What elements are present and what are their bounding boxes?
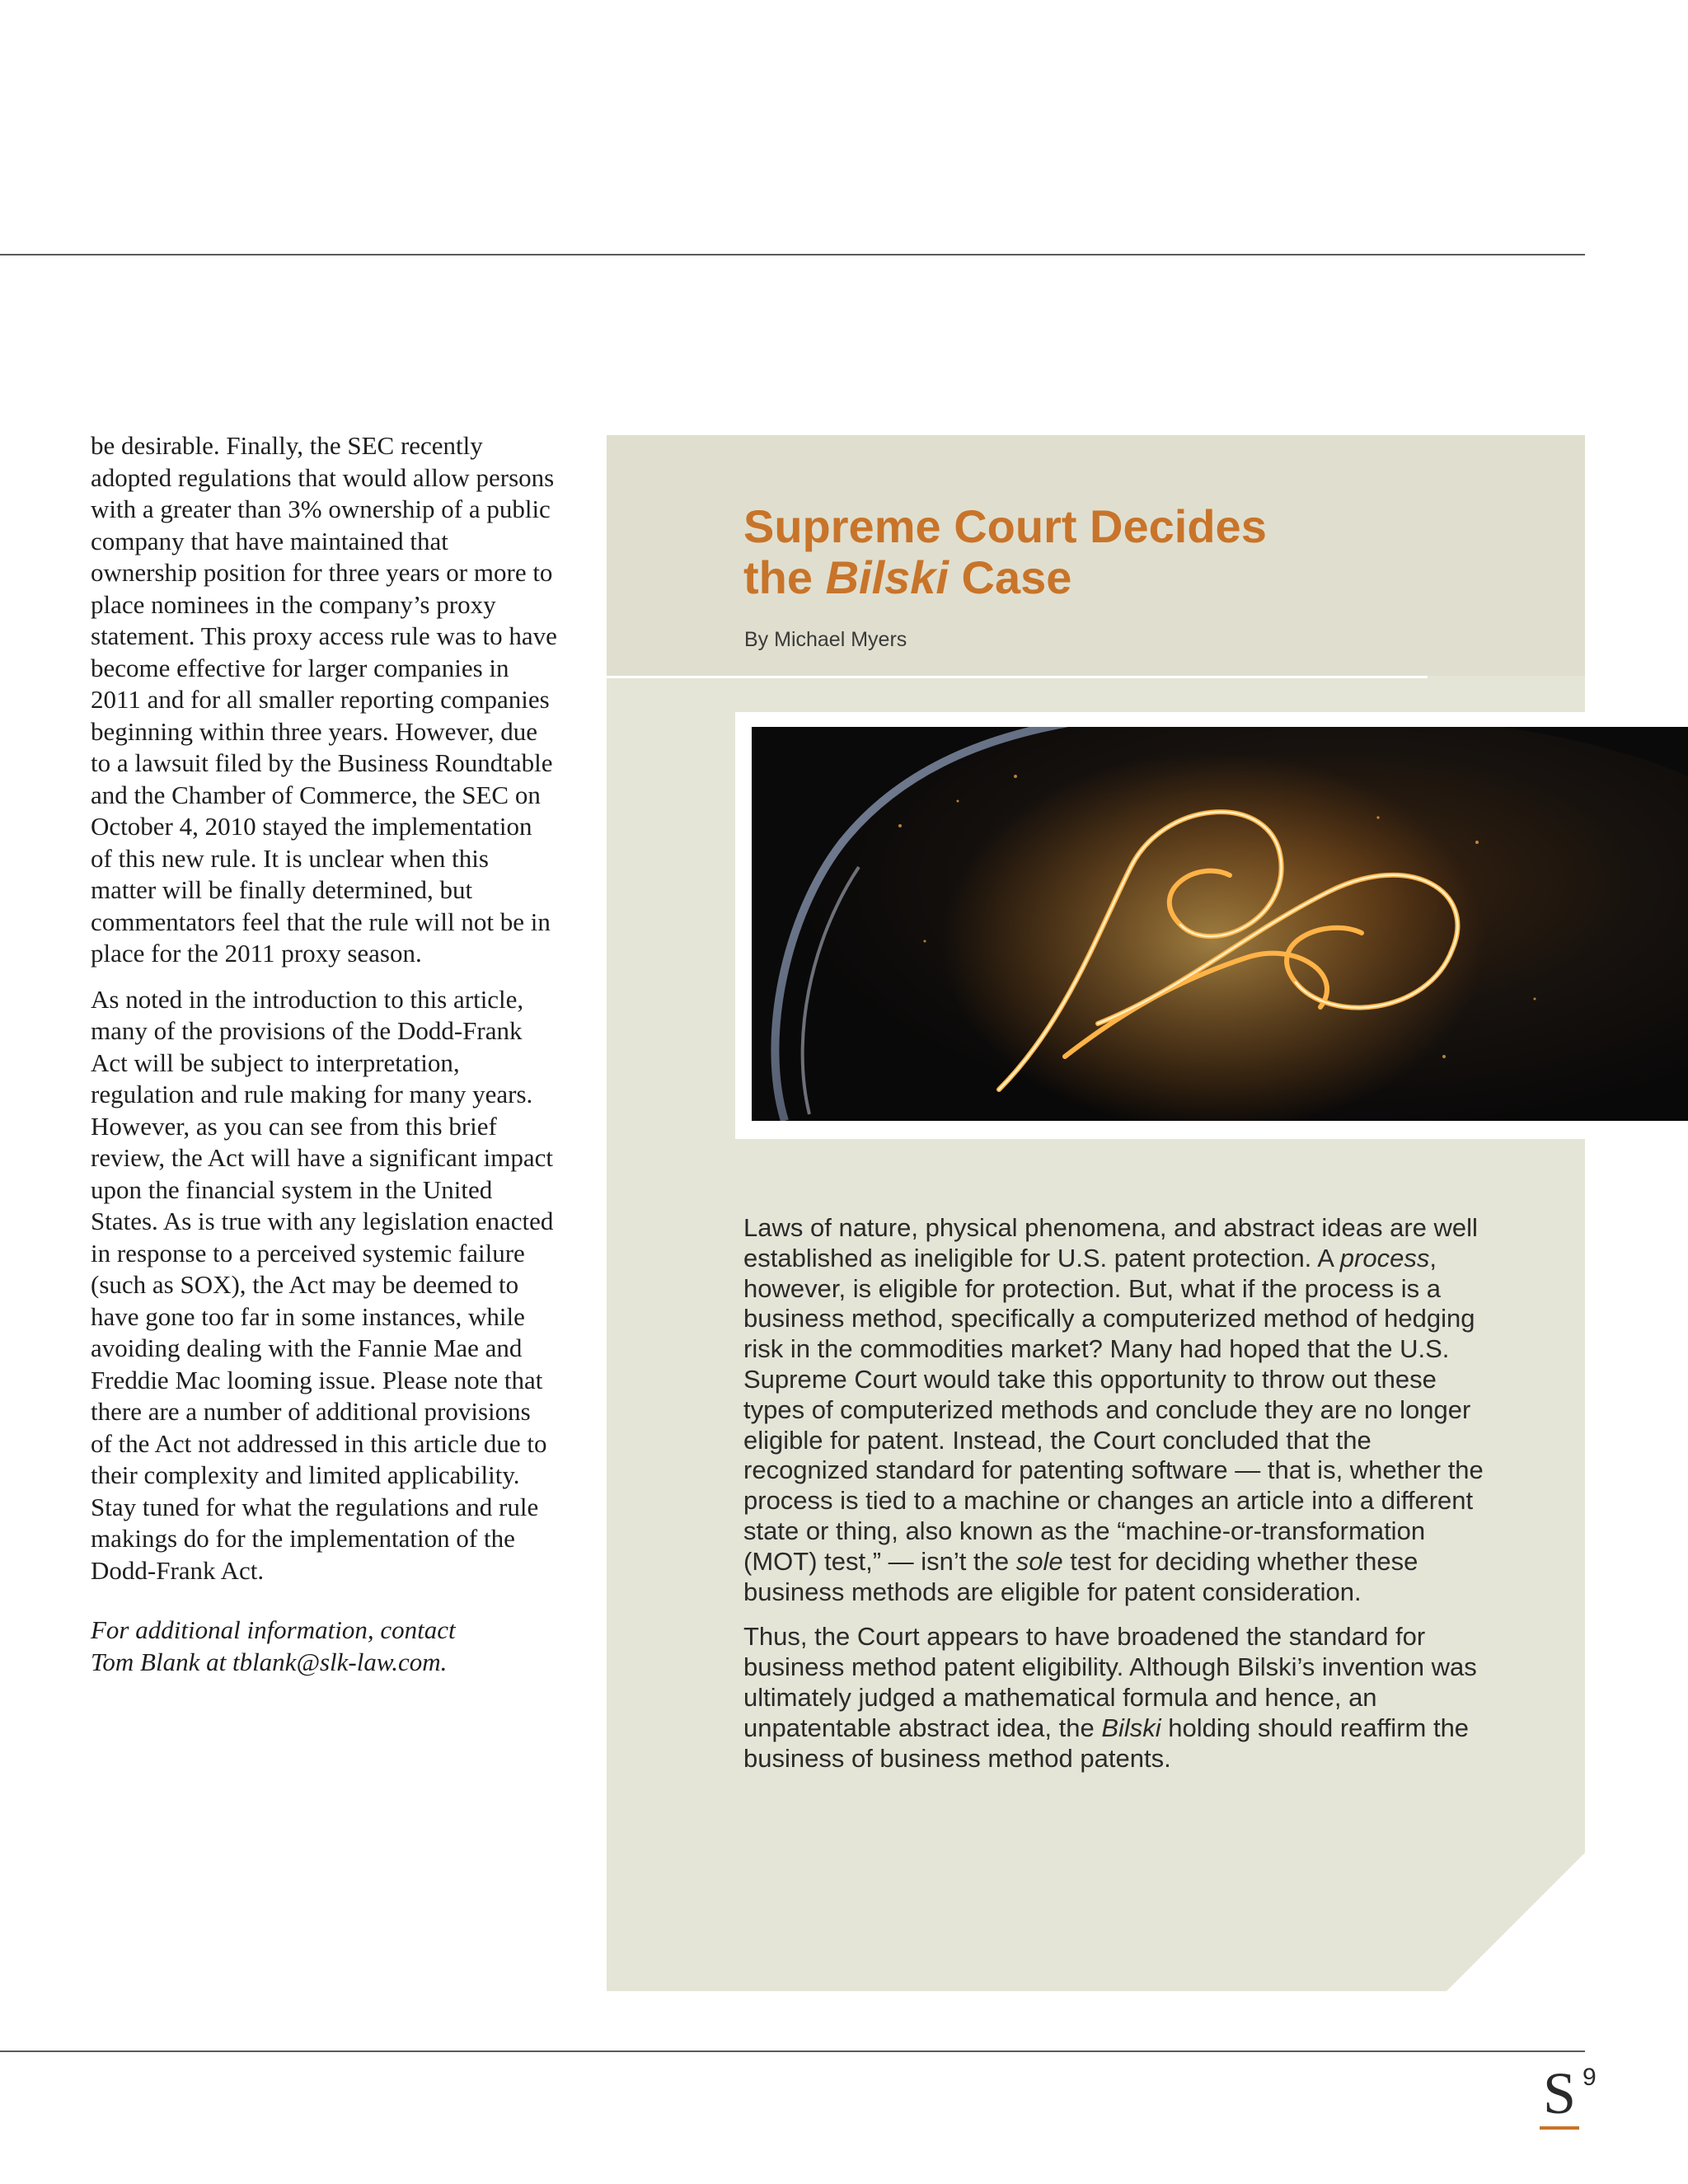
- contact-line: For additional information, contact: [91, 1615, 456, 1644]
- text-run: Thus, the Court appears to have broadened the standard for business method patent eligibility. Although Bilski’s invention was ultimately judged a mathematical formula and hence, an unpatentable abstract idea, the: [743, 1622, 1477, 1742]
- contact-note: [91, 1615, 557, 1678]
- bottom-rule: [0, 2050, 1585, 2052]
- italic-run: sole: [1015, 1546, 1063, 1576]
- top-rule: [0, 254, 1585, 255]
- text-run: Laws of nature, physical phenomena, and abstract ideas are well established as ineligible for U.S. patent protection. A: [743, 1213, 1478, 1272]
- title-line: Supreme Court Decides: [743, 500, 1267, 552]
- publication-logo: S: [1540, 2060, 1579, 2130]
- body-paragraph: be desirable. Finally, the SEC recently adopted regulations that would allow persons with a greater than 3% ownership of a public company that have maintained that ownership position for three years or more to place nominees in the company’s proxy statement. This proxy access rule was to have become effective for larger companies in 2011 and for all smaller reporting companies beginning within three years. However, due to a lawsuit filed by the Business Roundtable and the Chamber of Commerce, the SEC on October 4, 2010 stayed the implementation of this new rule. It is unclear when this matter will be finally determined, but commentators feel that the rule will not be in place for the 2011 proxy season.: [91, 431, 557, 968]
- byline-divider: [607, 676, 1428, 678]
- sidebar-body: [743, 1213, 1485, 1788]
- text-run: , however, is eligible for protection. But, what if the process is a business method, specifically a computerized method of hedging risk in the commodities market? Many had hoped that the U.S. Supreme Court would take this opportunity to throw out these types of computerized methods and conclude they are no longer eligible for patent. Instead, the Court concluded that the recognized standard for patenting software — that is, whether the process is tied to a machine or changes an article into a different state or thing, also known as the “machine-or-transformation (MOT) test,” — isn’t the: [743, 1243, 1484, 1576]
- title-italic-name: Bilski: [825, 551, 949, 603]
- sidebar-paragraph: [743, 1622, 1485, 1774]
- italic-run: process: [1339, 1243, 1430, 1272]
- byline: By Michael Myers: [744, 628, 907, 651]
- page-number: 9: [1582, 2064, 1597, 2091]
- left-column: [91, 430, 557, 1692]
- sidebar-title: [743, 501, 1267, 603]
- title-line: the: [743, 551, 826, 603]
- folio: [1540, 2060, 1597, 2130]
- sidebar-paragraph: [743, 1213, 1485, 1607]
- text-run: test for deciding whether these business methods are eligible for patent consideration.: [743, 1546, 1418, 1606]
- italic-run: Bilski: [1101, 1713, 1161, 1742]
- contact-line: Tom Blank at tblank@slk-law.com.: [91, 1647, 448, 1676]
- text-run: holding should reaffirm the business of business method patents.: [743, 1713, 1470, 1773]
- title-line: Case: [948, 551, 1072, 603]
- light-bulb-photo: [752, 727, 1688, 1121]
- body-paragraph: As noted in the introduction to this article, many of the provisions of the Dodd-Frank Act will be subject to interpretation, regulation and rule making for many years. However, as you can see from this brief review, the Act will have a significant impact upon the financial system in the United States. As is true with any legislation enacted in response to a perceived systemic failure (such as SOX), the Act may be deemed to have gone too far in some instances, while avoiding dealing with the Fannie Mae and Freddie Mac looming issue. Please note that there are a number of additional provisions of the Act not addressed in this article due to their complexity and limited applicability. Stay tuned for what the regulations and rule makings do for the implementation of the Dodd-Frank Act.: [91, 984, 554, 1585]
